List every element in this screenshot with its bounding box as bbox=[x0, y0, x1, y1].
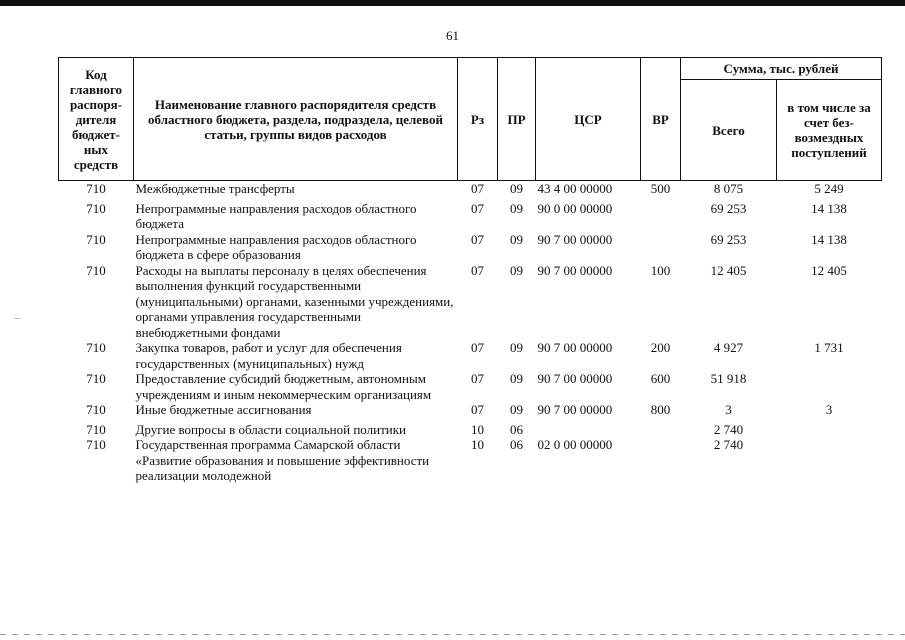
table-row bbox=[59, 437, 882, 484]
cell-total: 51 918 bbox=[710, 371, 747, 386]
header-csr: ЦСР bbox=[536, 58, 641, 181]
cell-csr bbox=[536, 422, 641, 438]
cell-csr: 90 7 00 00000 bbox=[537, 340, 613, 355]
cell-total: 12 405 bbox=[710, 262, 747, 278]
table-body bbox=[59, 181, 882, 484]
page-top-border bbox=[0, 0, 905, 6]
cell-code: 710 bbox=[86, 371, 106, 386]
scan-edge bbox=[0, 634, 905, 635]
cell-csr: 90 7 00 00000 bbox=[537, 371, 613, 386]
cell-total: 69 253 bbox=[710, 200, 747, 216]
cell-code: 710 bbox=[86, 231, 106, 247]
cell-vr: 500 bbox=[650, 181, 671, 196]
cell-pr: 06 bbox=[510, 421, 523, 437]
cell-rz: 10 bbox=[471, 437, 484, 452]
cell-code: 710 bbox=[86, 421, 106, 437]
cell-vr bbox=[641, 437, 681, 484]
header-rz: Рз bbox=[458, 58, 498, 181]
cell-csr: 90 7 00 00000 bbox=[537, 262, 613, 278]
cell-rz: 07 bbox=[471, 262, 484, 278]
cell-csr: 90 0 00 00000 bbox=[537, 200, 613, 216]
cell-code: 710 bbox=[86, 437, 106, 452]
header-code: Код главного распоря-дителя бюджет-ных средств bbox=[59, 58, 134, 181]
cell-rz: 10 bbox=[471, 421, 484, 437]
cell-code: 710 bbox=[86, 200, 106, 216]
header-name: Наименование главного распорядителя средств областного бюджета, раздела, подраздела, целевой статьи, группы видов расходов bbox=[134, 58, 458, 181]
cell-code: 710 bbox=[86, 181, 106, 196]
header-pr: ПР bbox=[498, 58, 536, 181]
cell-total: 4 927 bbox=[713, 340, 744, 355]
cell-csr: 43 4 00 00000 bbox=[537, 181, 613, 196]
cell-vr bbox=[641, 201, 681, 232]
table-row bbox=[59, 422, 882, 438]
header-vr: ВР bbox=[641, 58, 681, 181]
cell-total: 8 075 bbox=[713, 181, 744, 196]
cell-pr: 09 bbox=[510, 371, 523, 386]
table-row bbox=[59, 340, 882, 371]
cell-pr: 09 bbox=[510, 200, 523, 216]
scan-artifact bbox=[14, 318, 20, 319]
cell-pr: 09 bbox=[510, 231, 523, 247]
cell-csr: 90 7 00 00000 bbox=[537, 231, 613, 247]
cell-vr: 600 bbox=[650, 371, 671, 386]
cell-pr: 09 bbox=[510, 402, 523, 417]
table-row bbox=[59, 371, 882, 402]
cell-pr: 09 bbox=[510, 181, 523, 196]
cell-pr: 09 bbox=[510, 340, 523, 355]
cell-code: 710 bbox=[86, 262, 106, 278]
table-row bbox=[59, 263, 882, 341]
cell-code: 710 bbox=[86, 402, 106, 417]
cell-vr: 200 bbox=[650, 340, 671, 355]
cell-rz: 07 bbox=[471, 402, 484, 417]
cell-rz: 07 bbox=[471, 340, 484, 355]
page-number: 61 bbox=[446, 28, 459, 43]
cell-grants: 3 bbox=[825, 402, 833, 417]
cell-grants: 14 138 bbox=[811, 231, 847, 247]
cell-total: 2 740 bbox=[713, 437, 744, 452]
cell-rz: 07 bbox=[471, 231, 484, 247]
table-row bbox=[59, 181, 882, 201]
cell-name: Закупка товаров, работ и услуг для обеспечения государственных (муниципальных) нужд bbox=[135, 340, 402, 371]
header-total: Всего bbox=[681, 80, 777, 181]
cell-pr: 06 bbox=[510, 437, 523, 452]
cell-grants bbox=[777, 422, 882, 438]
cell-name: Непрограммные направления расходов областного бюджета в сфере образования bbox=[135, 231, 417, 262]
cell-grants bbox=[777, 371, 882, 402]
cell-grants: 12 405 bbox=[811, 262, 847, 278]
cell-name: Непрограммные направления расходов областного бюджета bbox=[135, 200, 417, 231]
cell-name: Другие вопросы в области социальной политики bbox=[135, 421, 406, 437]
cell-rz: 07 bbox=[471, 181, 484, 196]
table-header bbox=[59, 58, 882, 181]
cell-rz: 07 bbox=[471, 200, 484, 216]
cell-name: Расходы на выплаты персоналу в целях обеспечения выполнения функций государственными (муниципальными) органами, казенными учреждениями, органами управления государственными внебюджетными фондами bbox=[135, 262, 454, 340]
table-row bbox=[59, 201, 882, 232]
cell-grants bbox=[777, 437, 882, 484]
header-sum: Сумма, тыс. рублей bbox=[681, 58, 882, 80]
cell-vr: 100 bbox=[650, 262, 671, 278]
cell-total: 2 740 bbox=[713, 421, 744, 437]
cell-csr: 02 0 00 00000 bbox=[537, 437, 613, 452]
cell-name: Иные бюджетные ассигнования bbox=[135, 402, 312, 417]
cell-total: 3 bbox=[725, 402, 732, 417]
cell-name: Государственная программа Самарской области «Развитие образования и повышение эффективности реализации молодежной bbox=[135, 437, 430, 483]
cell-pr: 09 bbox=[510, 262, 523, 278]
cell-grants: 1 731 bbox=[814, 340, 844, 355]
table-row bbox=[59, 402, 882, 422]
cell-name: Межбюджетные трансферты bbox=[135, 181, 295, 196]
cell-total: 69 253 bbox=[710, 231, 747, 247]
cell-grants: 5 249 bbox=[814, 181, 844, 196]
cell-name: Предоставление субсидий бюджетным, автономным учреждениям и иным некоммерческим организациям bbox=[135, 371, 432, 402]
budget-table bbox=[58, 57, 882, 484]
table-row bbox=[59, 232, 882, 263]
cell-rz: 07 bbox=[471, 371, 484, 386]
header-grants: в том числе за счет без-возмездных поступлений bbox=[777, 80, 882, 181]
cell-code: 710 bbox=[86, 340, 106, 355]
cell-vr bbox=[641, 232, 681, 263]
cell-vr: 800 bbox=[650, 402, 671, 417]
cell-grants: 14 138 bbox=[811, 200, 847, 216]
cell-csr: 90 7 00 00000 bbox=[537, 402, 613, 417]
cell-vr bbox=[641, 422, 681, 438]
